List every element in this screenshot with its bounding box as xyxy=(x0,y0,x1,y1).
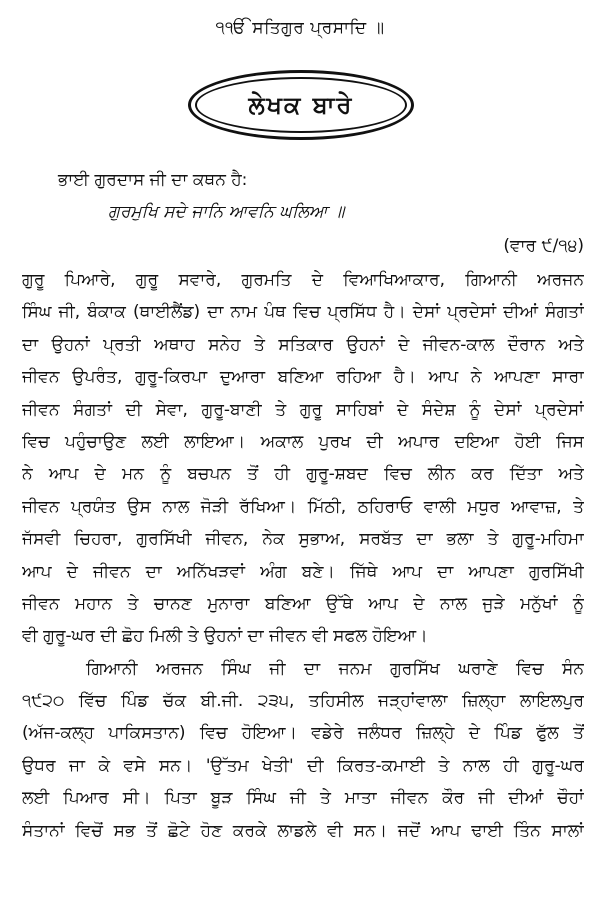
body-line: ਜੀਵਨ ਸੰਗਤਾਂ ਦੀ ਸੇਵਾ, ਗੁਰੂ-ਬਾਣੀ ਤੇ ਗੁਰੂ ਸਾਹਿਬਾਂ ਦੇ ਸੰਦੇਸ਼ ਨੂੰ ਦੇਸਾਂ ਪ੍ਰਦੇਸਾਂ xyxy=(22,399,584,420)
body-text xyxy=(22,264,584,847)
quote-reference: (ਵਾਰ ੯/੧੪) xyxy=(503,236,584,256)
body-line: ੧੯੨੦ ਵਿੱਚ ਪਿੰਡ ਚੱਕ ਬੀ.ਜੀ. ੨੩੫, ਤਹਿਸੀਲ ਜੜ੍ਹਾਂਵਾਲਾ ਜ਼ਿਲ੍ਹਾ ਲਾਇਲਪੁਰ xyxy=(22,691,584,712)
body-line: ਲਈ ਪਿਆਰ ਸੀ। ਪਿਤਾ ਬੂੜ ਸਿੰਘ ਜੀ ਤੇ ਮਾਤਾ ਜੀਵਨ ਕੌਰ ਜੀ ਦੀਆਂ ਚੌਹਾਂ xyxy=(22,788,584,809)
intro-line: ਭਾਈ ਗੁਰਦਾਸ ਜੀ ਦਾ ਕਥਨ ਹੈ: xyxy=(58,170,248,190)
body-line: ਜੀਵਨ ਪ੍ਰਯੰਤ ਉਸ ਨਾਲ ਜੋੜੀ ਰੱਖਿਆ। ਮਿੱਠੀ, ਠਹਿਰਾਓ ਵਾਲੀ ਮਧੁਰ ਆਵਾਜ਼, ਤੇ xyxy=(22,496,584,517)
invocation-header: ੧ੴ ਸਤਿਗੁਰ ਪ੍ਰਸਾਦਿ ॥ xyxy=(215,18,385,38)
body-line: ਵਿਚ ਪਹੁੰਚਾਉਣ ਲਈ ਲਾਇਆ। ਅਕਾਲ ਪੁਰਖ ਦੀ ਅਪਾਰ ਦਇਆ ਹੋਈ ਜਿਸ xyxy=(22,431,584,452)
body-line: (ਅੱਜ-ਕਲ੍ਹ ਪਾਕਿਸਤਾਨ) ਵਿਚ ਹੋਇਆ। ਵਡੇਰੇ ਜਲੰਧਰ ਜ਼ਿਲ੍ਹੇ ਦੇ ਪਿੰਡ ਫੁੱਲ ਤੋਂ xyxy=(22,723,584,744)
body-line: ਜੱਸਵੀ ਚਿਹਰਾ, ਗੁਰਸਿੱਖੀ ਜੀਵਨ, ਨੇਕ ਸੁਭਾਅ, ਸਰਬੱਤ ਦਾ ਭਲਾ ਤੇ ਗੁਰੂ-ਮਹਿਮਾ xyxy=(22,529,584,550)
title-frame xyxy=(188,70,414,140)
body-line: ਗੁਰੂ ਪਿਆਰੇ, ਗੁਰੂ ਸਵਾਰੇ, ਗੁਰਮਤਿ ਦੇ ਵਿਆਖਿਆਕਾਰ, ਗਿਆਨੀ ਅਰਜਨ xyxy=(22,270,584,290)
page-title: ਲੇਖਕ ਬਾਰੇ xyxy=(195,77,407,133)
body-line: ਸਿੰਘ ਜੀ, ਬੰਕਾਕ (ਥਾਈਲੈਂਡ) ਦਾ ਨਾਮ ਪੰਥ ਵਿਚ ਪ੍ਰਸਿੱਧ ਹੈ। ਦੇਸਾਂ ਪ੍ਰਦੇਸਾਂ ਦੀਆਂ ਸੰਗਤਾਂ xyxy=(22,302,584,323)
body-line: ਦਾ ਉਹਨਾਂ ਪ੍ਰਤੀ ਅਥਾਹ ਸਨੇਹ ਤੇ ਸਤਿਕਾਰ ਉਹਨਾਂ ਦੇ ਜੀਵਨ-ਕਾਲ ਦੌਰਾਨ ਅਤੇ xyxy=(22,334,584,355)
body-line: ਵੀ ਗੁਰੂ-ਘਰ ਦੀ ਛੋਹ ਮਿਲੀ ਤੇ ਉਹਨਾਂ ਦਾ ਜੀਵਨ ਵੀ ਸਫਲ ਹੋਇਆ। xyxy=(22,626,428,647)
body-line: ਗਿਆਨੀ ਅਰਜਨ ਸਿੰਘ ਜੀ ਦਾ ਜਨਮ ਗੁਰਸਿੱਖ ਘਰਾਣੇ ਵਿਚ ਸੰਨ xyxy=(86,658,584,679)
body-line: ਜੀਵਨ ਮਹਾਨ ਤੇ ਚਾਨਣ ਮੁਨਾਰਾ ਬਣਿਆ ਉੱਥੇ ਆਪ ਦੇ ਨਾਲ ਜੁੜੇ ਮਨੁੱਖਾਂ ਨੂੰ xyxy=(22,593,584,614)
body-line: ਆਪ ਦੇ ਜੀਵਨ ਦਾ ਅਨਿੱਖੜਵਾਂ ਅੰਗ ਬਣੇ। ਜਿੱਥੇ ਆਪ ਦਾ ਆਪਣਾ ਗੁਰਸਿੱਖੀ xyxy=(22,561,584,582)
body-line: ਨੇ ਆਪ ਦੇ ਮਨ ਨੂੰ ਬਚਪਨ ਤੋਂ ਹੀ ਗੁਰੂ-ਸ਼ਬਦ ਵਿਚ ਲੀਨ ਕਰ ਦਿੱਤਾ ਅਤੇ xyxy=(22,464,584,485)
scripture-quote: ਗੁਰਮੁਖਿ ਸਦੇ ਜਾਨਿ ਆਵਨਿ ਘਲਿਆ ॥ xyxy=(108,202,345,222)
body-line: ਸੰਤਾਨਾਂ ਵਿਚੋਂ ਸਭ ਤੋਂ ਛੋਟੇ ਹੋਣ ਕਰਕੇ ਲਾਡਲੇ ਵੀ ਸਨ। ਜਦੋਂ ਆਪ ਢਾਈ ਤਿੰਨ ਸਾਲਾਂ xyxy=(22,820,584,841)
body-line: ਉਧਰ ਜਾ ਕੇ ਵਸੇ ਸਨ। 'ਉੱਤਮ ਖੇਤੀ' ਦੀ ਕਿਰਤ-ਕਮਾਈ ਤੇ ਨਾਲ ਹੀ ਗੁਰੂ-ਘਰ xyxy=(22,755,584,776)
body-line: ਜੀਵਨ ਉਪਰੰਤ, ਗੁਰੂ-ਕਿਰਪਾ ਦੁਆਰਾ ਬਣਿਆ ਰਹਿਆ ਹੈ। ਆਪ ਨੇ ਆਪਣਾ ਸਾਰਾ xyxy=(22,367,584,388)
